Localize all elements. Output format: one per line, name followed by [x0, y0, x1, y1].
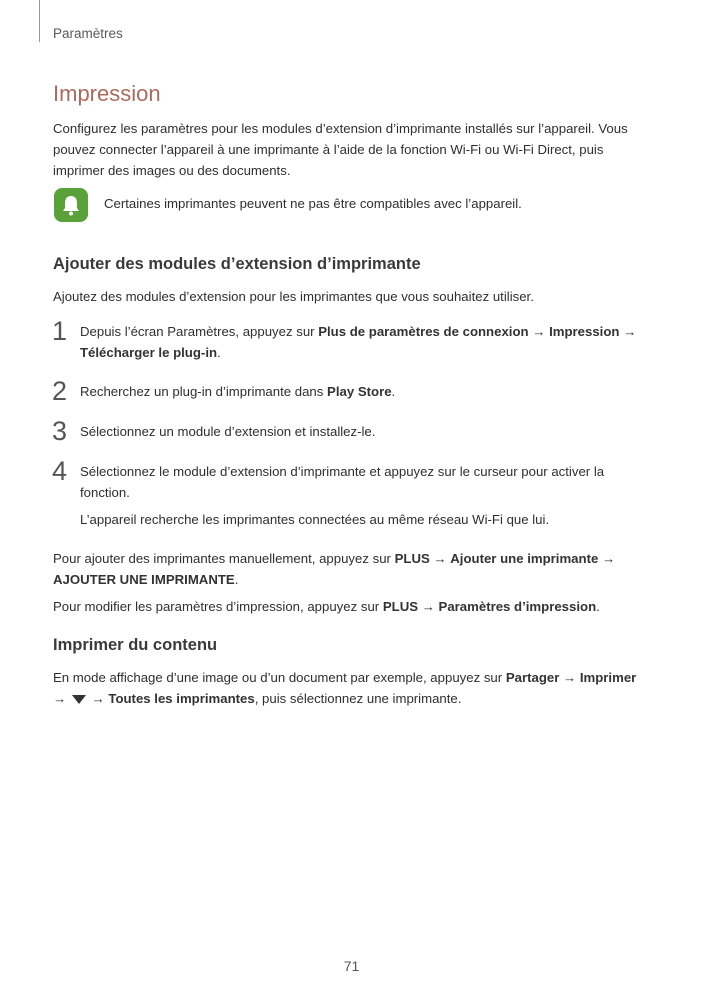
- menu-path-item: Impression: [549, 324, 620, 339]
- section-heading-print-content: Imprimer du contenu: [53, 636, 218, 654]
- arrow-separator: →: [619, 324, 637, 339]
- section-header: Paramètres: [53, 26, 123, 41]
- step-number: 2: [52, 376, 68, 406]
- menu-path-item: Paramètres d’impression: [438, 599, 597, 614]
- punctuation: .: [391, 384, 396, 399]
- note-text: Certaines imprimantes peuvent ne pas être compatibles avec l’appareil.: [104, 196, 522, 211]
- bell-note-icon: [54, 188, 88, 222]
- step-4-followup: L’appareil recherche les imprimantes connectées au même réseau Wi-Fi que lui.: [80, 512, 550, 527]
- step-number: 4: [52, 456, 68, 486]
- arrow-separator: →: [418, 599, 439, 614]
- page-title: Impression: [53, 81, 161, 106]
- menu-path-item: AJOUTER UNE IMPRIMANTE: [53, 572, 235, 587]
- step-text-segment: Depuis l’écran Paramètres, appuyez sur: [80, 324, 319, 339]
- text-segment: Pour modifier les paramètres d’impression, appuyez sur: [53, 599, 383, 614]
- menu-path-item: Partager: [505, 670, 560, 685]
- manual-add-paragraph: [53, 548, 653, 590]
- intro-paragraph: Configurez les paramètres pour les modules d’extension d’imprimante installés sur l’appareil. Vous pouvez connecter l’appareil à une imprimante à l’aide de la fonction Wi-Fi ou Wi-Fi Direct, puis imprimer des images ou des documents.: [53, 121, 628, 178]
- menu-path-item: PLUS: [394, 551, 430, 566]
- step-4-text: Sélectionnez le module d’extension d’imprimante et appuyez sur le curseur pour activer la fonction.: [80, 464, 605, 500]
- arrow-separator: →: [87, 691, 109, 706]
- print-content-paragraph: [53, 667, 653, 709]
- punctuation: .: [217, 345, 221, 360]
- page-number: 71: [343, 958, 360, 974]
- dropdown-triangle-icon: [72, 695, 86, 704]
- punctuation: .: [234, 572, 239, 587]
- arrow-separator: →: [528, 324, 550, 339]
- menu-path-item: Toutes les imprimantes: [108, 691, 255, 706]
- step-1-text: [80, 321, 650, 363]
- step-number: 1: [52, 316, 68, 346]
- step-2-text: [80, 381, 650, 402]
- step-text-segment: Recherchez un plug-in d’imprimante dans: [80, 384, 328, 399]
- modify-settings-paragraph: [53, 596, 653, 617]
- step-3-text: Sélectionnez un module d’extension et installez-le.: [80, 424, 376, 439]
- punctuation: .: [596, 599, 600, 614]
- text-segment: , puis sélectionnez une imprimante.: [254, 691, 462, 706]
- menu-path-item: Plus de paramètres de connexion: [318, 324, 529, 339]
- menu-path-item: Play Store: [327, 384, 392, 399]
- menu-path-item: Imprimer: [579, 670, 637, 685]
- arrow-separator: →: [429, 551, 451, 566]
- text-segment: En mode affichage d’une image ou d’un document par exemple, appuyez sur: [53, 670, 506, 685]
- arrow-separator: →: [53, 691, 70, 706]
- menu-path-item: Ajouter une imprimante: [450, 551, 599, 566]
- menu-path-item: Télécharger le plug-in: [80, 345, 218, 360]
- arrow-separator: →: [598, 551, 616, 566]
- arrow-separator: →: [559, 670, 580, 685]
- step-number: 3: [52, 416, 68, 446]
- section-heading-add-plugins: Ajouter des modules d’extension d’imprimante: [53, 255, 421, 273]
- menu-path-item: PLUS: [382, 599, 419, 614]
- text-segment: Pour ajouter des imprimantes manuellement, appuyez sur: [53, 551, 395, 566]
- bell-icon: [61, 194, 81, 216]
- section-subtitle: Ajoutez des modules d’extension pour les imprimantes que vous souhaitez utiliser.: [53, 289, 534, 304]
- header-rule: [39, 0, 40, 42]
